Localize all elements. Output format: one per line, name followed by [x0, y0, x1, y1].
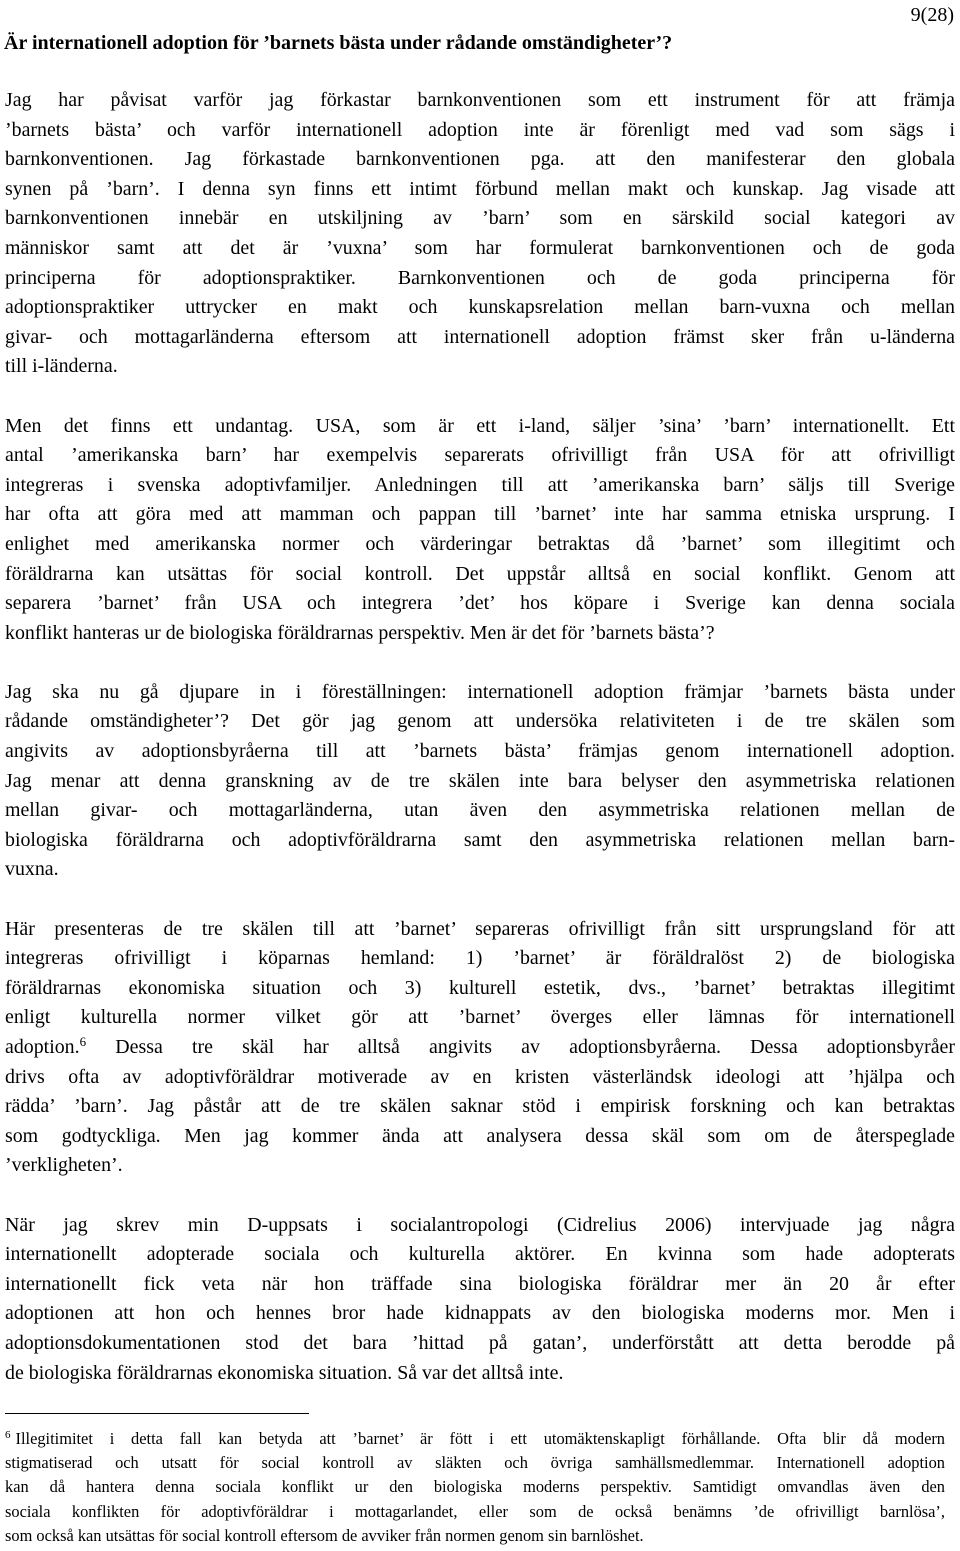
body-text	[5, 86, 955, 1388]
text-line: separera ’barnet’ från USA och integrera ’det’ hos köpare i Sverige kan denna sociala	[5, 592, 955, 615]
text-fragment: Dessa tre skäl har alltså angivits av adoptionsbyråerna. Dessa adoptionsbyråer	[86, 1036, 955, 1058]
text-line: drivs ofta av adoptivföräldrar motiverade av en kristen västerländsk ideologi att ’hjälpa och	[5, 1065, 955, 1088]
paragraph-1	[5, 86, 955, 382]
footnote-ref[interactable]: 6	[79, 1034, 87, 1049]
text-line: Men det finns ett undantag. USA, som är ett i-land, säljer ’sina’ ’barn’ internationellt. Ett	[5, 414, 955, 437]
footnote	[5, 1427, 945, 1548]
text-line: de biologiska föräldrarnas ekonomiska situation. Så var det alltså inte.	[5, 1361, 564, 1384]
page-number: 9(28)	[910, 4, 954, 26]
text-line: adoptionspraktiker uttrycker en makt och kunskapsrelation mellan barn-vuxna och mellan	[5, 296, 955, 319]
text-line: När jag skrev min D-uppsats i socialantropologi (Cidrelius 2006) intervjuade jag några	[5, 1213, 955, 1236]
footnote-line: som också kan utsättas för social kontroll eftersom de avviker från normen genom sin barnlöshet.	[5, 1525, 644, 1545]
text-line: till i-länderna.	[5, 355, 118, 378]
text-line: mellan givar- och mottagarländerna, utan även den asymmetriska relationen mellan de	[5, 799, 955, 822]
text-line: Jag har påvisat varför jag förkastar barnkonventionen som ett instrument för att främja	[5, 89, 955, 111]
text-line: föräldrarna kan utsättas för social kontroll. Det uppstår alltså en social konflikt. Genom att	[5, 562, 955, 585]
text-line: Jag menar att denna granskning av de tre skälen inte bara belyser den asymmetriska relationen	[5, 769, 955, 792]
text-line: principerna för adoptionspraktiker. Barnkonventionen och de goda principerna för	[5, 266, 955, 289]
text-line: Här presenteras de tre skälen till att ’barnet’ separeras ofrivilligt från sitt ursprungsland för att	[5, 917, 955, 940]
text-line: adoptionsdokumentationen stod det bara ’hittad på gatan’, underförstått att detta berodde på	[5, 1331, 955, 1354]
text-line: internationellt fick veta när hon träffade sina biologiska föräldrar mer än 20 år efter	[5, 1272, 955, 1295]
text-line: barnkonventionen. Jag förkastade barnkonventionen pga. att den manifesterar den globala	[5, 148, 955, 171]
text-line: Jag ska nu gå djupare in i föreställningen: internationell adoption främjar ’barnets bästa under	[5, 680, 955, 703]
text-line: barnkonventionen innebär en utskiljning av ’barn’ som en särskild social kategori av	[5, 207, 955, 230]
text-line: människor samt att det är ’vuxna’ som har formulerat barnkonventionen och de goda	[5, 236, 955, 259]
text-line: synen på ’barn’. I denna syn finns ett intimt förbund mellan makt och kunskap. Jag visade att	[5, 177, 955, 200]
paragraph-5	[5, 1211, 955, 1389]
text-line: som godtyckliga. Men jag kommer ända att analysera dessa skäl som om de återspeglade	[5, 1124, 955, 1147]
footnote-number: 6	[5, 1429, 11, 1441]
footnote-line: sociala konflikten för adoptivföräldrar i mottagarlandet, eller som de också benämns ’de ofrivilligt barnlösa’,	[5, 1501, 945, 1521]
footnote-line: kan då hantera denna sociala konflikt ur den biologiska moderns perspektiv. Samtidigt omvandlas även den	[5, 1477, 945, 1497]
text-line: konflikt hanteras ur de biologiska föräldrarnas perspektiv. Men är det för ’barnets bästa’?	[5, 621, 715, 644]
footnote-line: stigmatiserad och utsatt för social kontroll av släkten och övriga samhällsmedlemmar. Internationell adoption	[5, 1453, 945, 1473]
footnote-line	[5, 1427, 945, 1451]
footnote-text: Illegitimitet i detta fall kan betyda att ’barnet’ är fött i ett utomäktenskapligt förhållande. Ofta blir då modern	[15, 1429, 945, 1448]
text-line: rådande omständigheter’? Det gör jag genom att undersöka relativiteten i de tre skälen som	[5, 710, 955, 733]
footnote-separator	[5, 1413, 309, 1414]
text-line: biologiska föräldrarna och adoptivföräldrarna samt den asymmetriska relationen mellan barn-	[5, 828, 955, 851]
text-line: integreras i svenska adoptivfamiljer. Anledningen till att ’amerikanska barn’ säljs till Sverige	[5, 473, 955, 496]
text-line: antal ’amerikanska barn’ har exempelvis separerats ofrivilligt från USA för att ofrivilligt	[5, 444, 955, 467]
text-line	[5, 1033, 955, 1063]
text-line: adoptionen att hon och hennes bror hade kidnappats av den biologiska moderns mor. Men i	[5, 1302, 955, 1325]
paragraph-2	[5, 412, 955, 649]
text-line: givar- och mottagarländerna eftersom att internationell adoption främst sker från u-länderna	[5, 325, 955, 348]
text-line: integreras ofrivilligt i köparnas hemland: 1) ’barnet’ är föräldralöst 2) de biologiska	[5, 947, 955, 970]
paragraph-3	[5, 678, 955, 885]
text-fragment: adoption.	[5, 1036, 80, 1058]
text-line: ’verkligheten’.	[5, 1154, 123, 1177]
text-line: enlighet med amerikanska normer och värderingar betraktas då ’barnet’ som illegitimt och	[5, 532, 955, 555]
text-line: har ofta att göra med att mamman och pappan till ’barnet’ inte har samma etniska ursprung. I	[5, 503, 955, 526]
text-line: vuxna.	[5, 858, 59, 881]
text-line: angivits av adoptionsbyråerna till att ’barnets bästa’ främjas genom internationell adoption.	[5, 740, 955, 763]
paragraph-4	[5, 915, 955, 1181]
text-line: ’barnets bästa’ och varför internationell adoption inte är förenligt med vad som sägs i	[5, 118, 955, 141]
text-line: enligt kulturella normer vilket gör att ’barnet’ överges eller lämnas för internationell	[5, 1006, 955, 1029]
text-line: rädda’ ’barn’. Jag påstår att de tre skälen saknar stöd i empirisk forskning och kan betraktas	[5, 1095, 955, 1118]
section-heading: Är internationell adoption för ’barnets bästa under rådande omständigheter’?	[4, 32, 673, 54]
text-line: föräldrarnas ekonomiska situation och 3) kulturell estetik, dvs., ’barnet’ betraktas illegitimt	[5, 976, 955, 999]
text-line: internationellt adopterade sociala och kulturella aktörer. En kvinna som hade adopterats	[5, 1243, 955, 1266]
